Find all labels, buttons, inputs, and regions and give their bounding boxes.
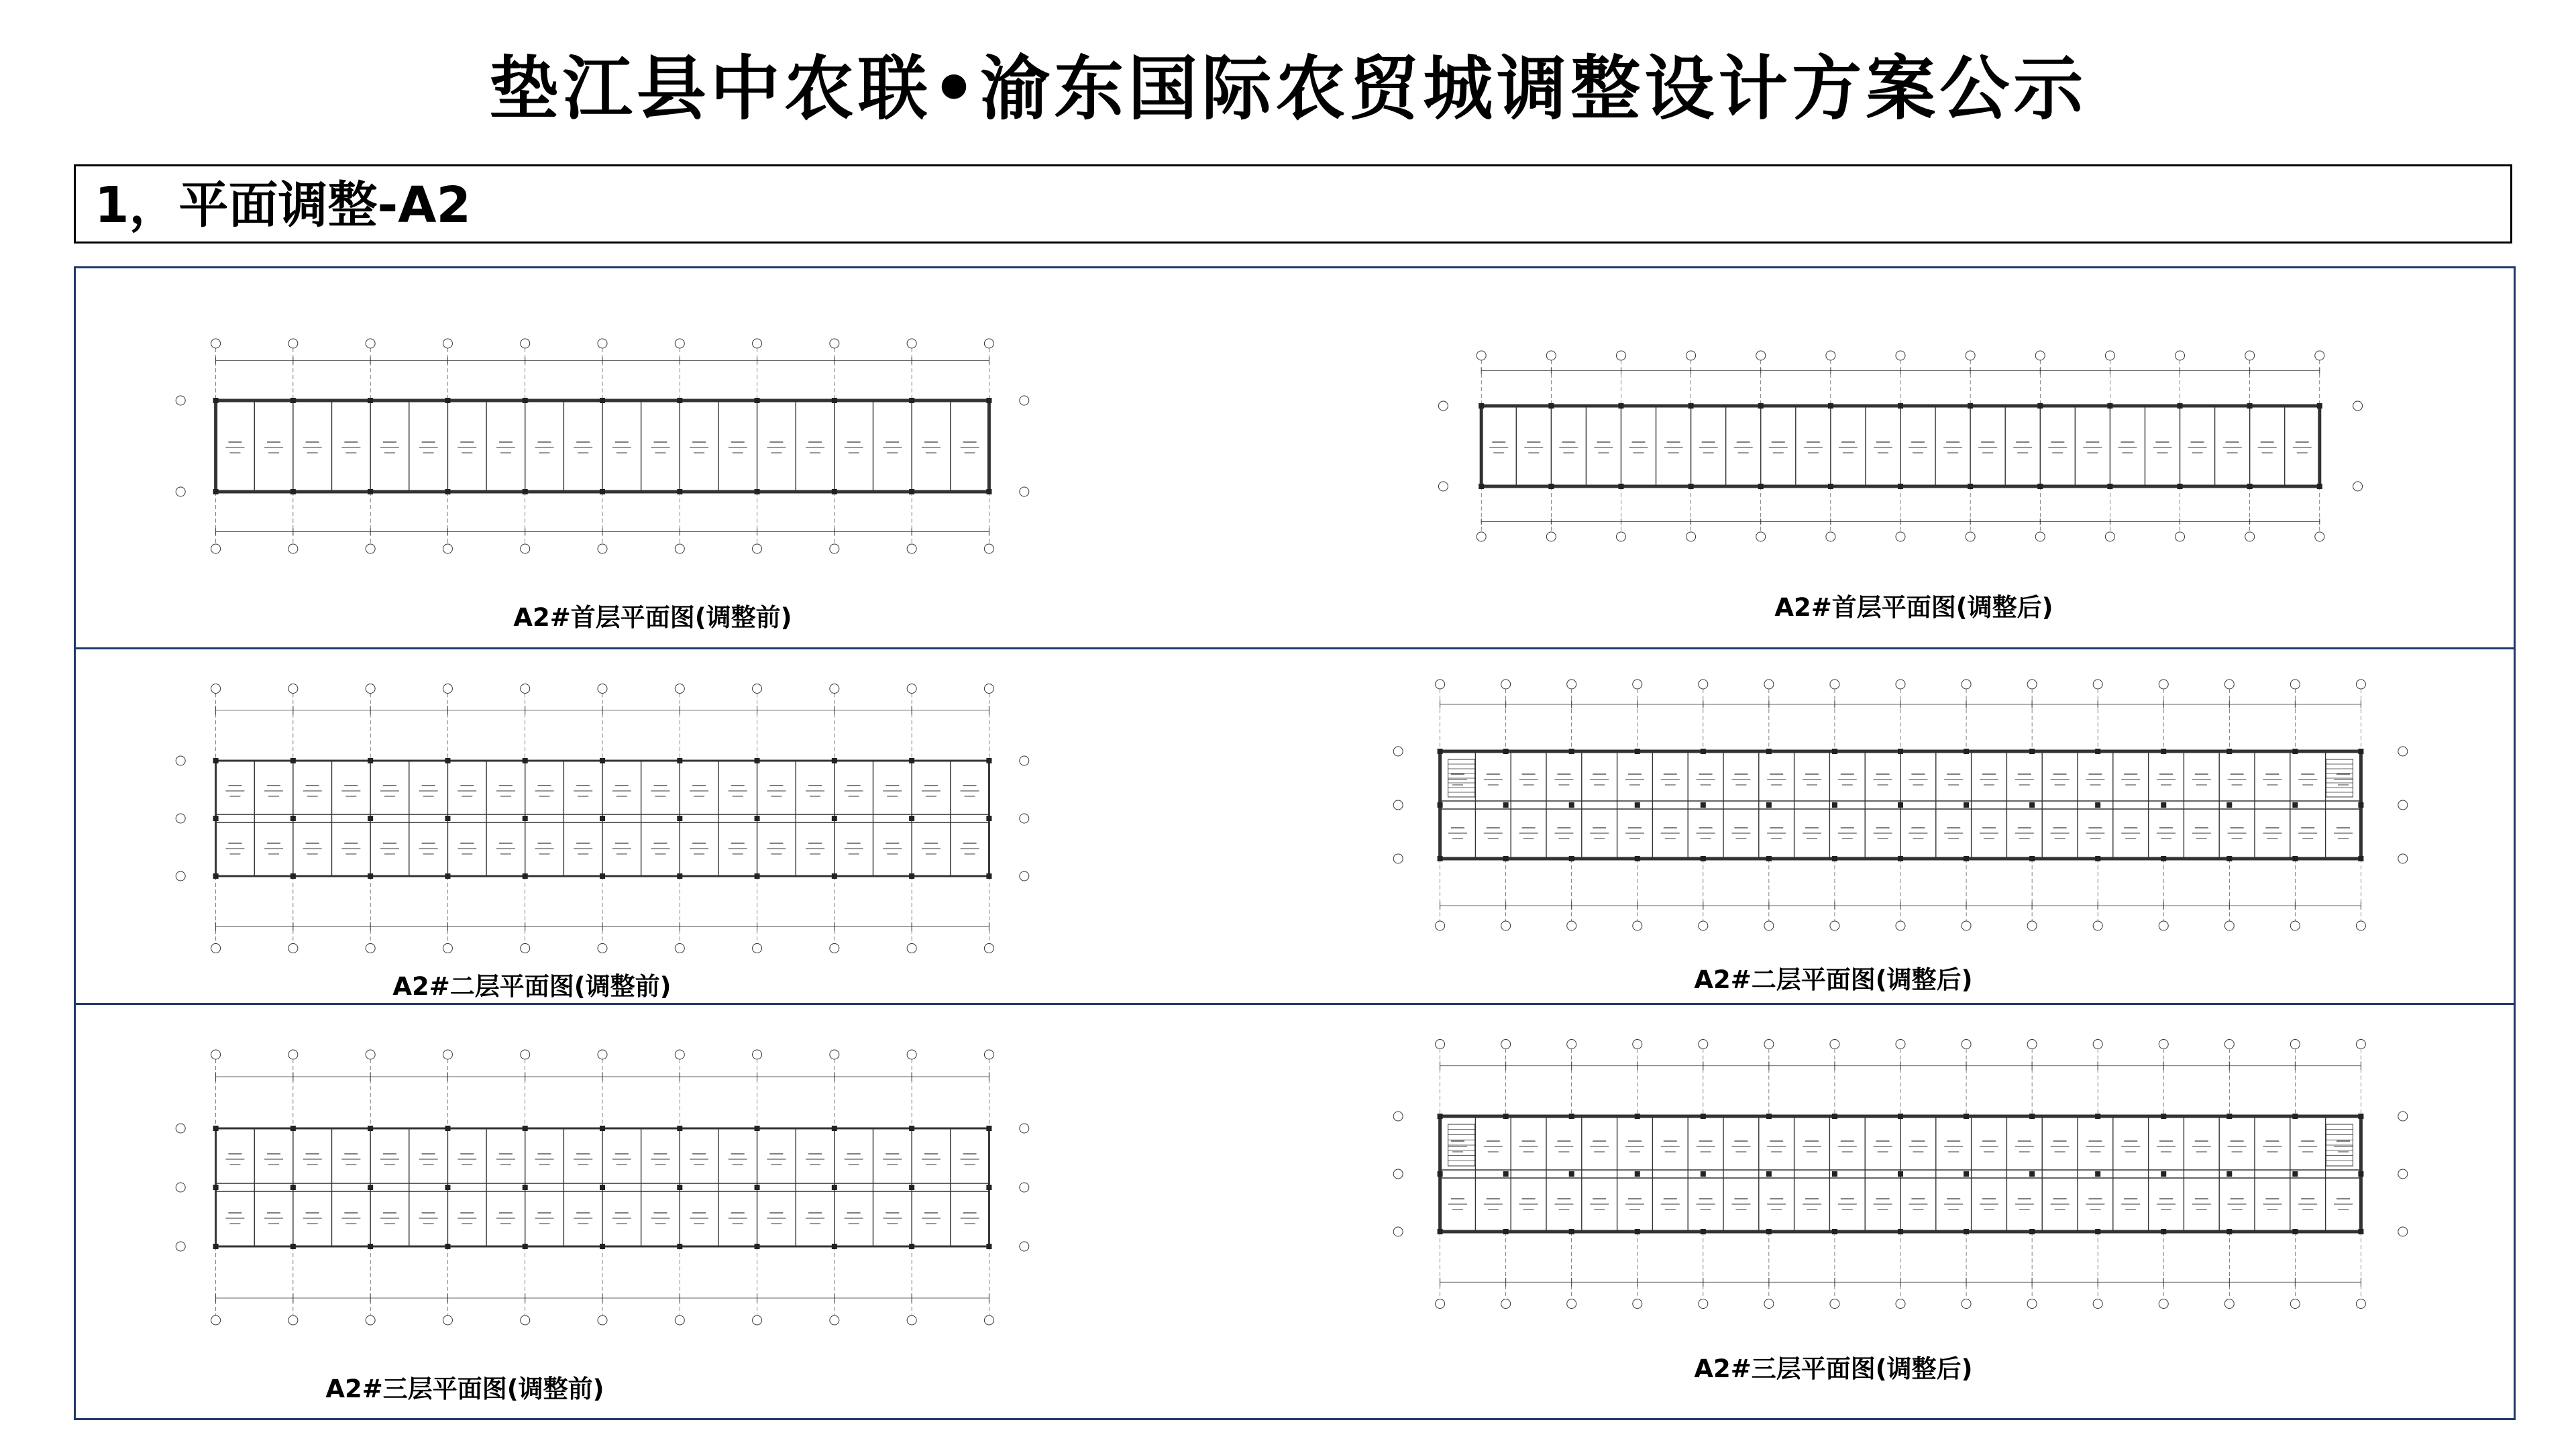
plan-caption: A2#二层平面图(调整前) (392, 972, 672, 1001)
section-heading: 1，平面调整-A2 (95, 176, 471, 234)
plan-linework (163, 674, 1042, 963)
plan-caption: A2#三层平面图(调整前) (325, 1375, 604, 1403)
drawings-frame (74, 266, 2516, 1420)
plan-linework (1377, 1030, 2424, 1318)
floor-plan-drawing (163, 1040, 1042, 1335)
floor-plan-drawing (1424, 345, 2377, 547)
section-heading-box (74, 164, 2512, 244)
plan-linework (163, 1040, 1042, 1335)
plan-linework (163, 332, 1042, 560)
row-divider-2 (76, 1003, 2514, 1005)
floor-plan-drawing (163, 674, 1042, 963)
plan-caption: A2#二层平面图(调整后) (1694, 965, 1973, 994)
plan-caption: A2#首层平面图(调整后) (1774, 593, 2053, 622)
floor-plan-drawing (163, 332, 1042, 560)
page-title: 垫江县中农联•渝东国际农贸城调整设计方案公示 (488, 48, 2088, 129)
floor-plan-drawing (1377, 671, 2424, 939)
floor-plan-drawing (1377, 1030, 2424, 1318)
plan-linework (1377, 671, 2424, 939)
row-divider-1 (76, 647, 2514, 649)
plan-caption: A2#三层平面图(调整后) (1694, 1354, 1973, 1383)
plan-caption: A2#首层平面图(调整前) (513, 603, 792, 632)
plan-linework (1424, 345, 2377, 547)
